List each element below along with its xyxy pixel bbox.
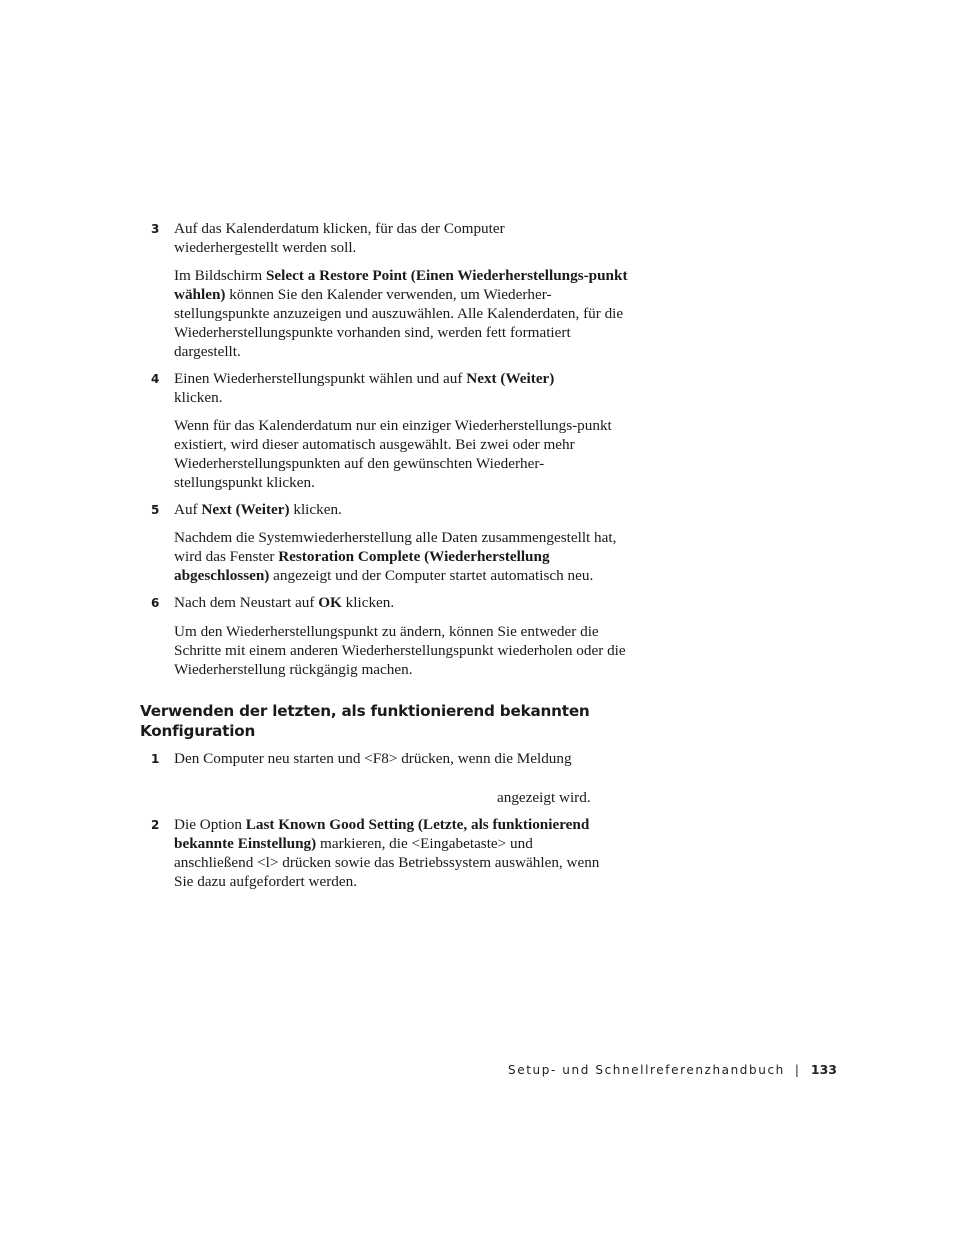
step-number: 1 xyxy=(151,752,160,766)
step-number: 3 xyxy=(151,222,160,236)
step-text: Nach dem Neustart auf OK klicken. xyxy=(174,594,395,611)
step-text: Auf Next (Weiter) klicken. xyxy=(174,501,342,518)
step-number: 6 xyxy=(151,596,160,610)
footer-title: Setup- und Schnellreferenzhandbuch xyxy=(508,1063,785,1077)
step-text: Einen Wiederherstellungspunkt wählen und auf Next (Weiter) klicken. xyxy=(174,370,555,406)
section-heading: Verwenden der letzten, als funktionierend bekannten Konfiguration xyxy=(140,702,590,740)
step-6-note: Um den Wiederherstellungspunkt zu ändern, können Sie entweder die Schritte mit einem anderen Wiederherstellungspunkt wiederholen oder die Wiederherstellung rückgängig machen. xyxy=(174,623,626,678)
step-number: 5 xyxy=(151,503,160,517)
step-number: 4 xyxy=(151,372,160,386)
step-text: Die Option Last Known Good Setting (Letzte, als funktionierend bekannte Einstellung) markieren, die <Eingabetaste> und anschließend <l> drücken sowie das Betriebssystem auswählen, wenn Sie dazu aufgefordert werden. xyxy=(174,816,600,890)
step-text: Auf das Kalenderdatum klicken, für das der Computer wiederhergestellt werden soll. xyxy=(174,220,505,256)
step-1-tail: angezeigt wird. xyxy=(497,789,591,806)
footer-separator: | xyxy=(794,1063,799,1077)
page-number: 133 xyxy=(810,1062,837,1077)
step-number: 2 xyxy=(151,818,160,832)
step-text: Den Computer neu starten und <F8> drücken, wenn die Meldung xyxy=(174,750,572,767)
step-3-note: Im Bildschirm Select a Restore Point (Einen Wiederherstellungs-punkt wählen) können Sie den Kalender verwenden, um Wiederher-stellungspunkte anzuzeigen und auszuwählen. Alle Kalenderdaten, für die Wiederherstellungspunkte vorhanden sind, werden fett formatiert dargestellt. xyxy=(174,267,628,360)
page-footer xyxy=(508,1062,837,1077)
step-5-note: Nachdem die Systemwiederherstellung alle Daten zusammengestellt hat, wird das Fenster Restoration Complete (Wiederherstellung abgeschlossen) angezeigt und der Computer startet automatisch neu. xyxy=(174,529,617,584)
step-4-note: Wenn für das Kalenderdatum nur ein einziger Wiederherstellungs-punkt existiert, wird dieser automatisch ausgewählt. Bei zwei oder mehr Wiederherstellungspunkten auf den gewünschten Wiederher-stellungspunkt klicken. xyxy=(174,417,612,491)
